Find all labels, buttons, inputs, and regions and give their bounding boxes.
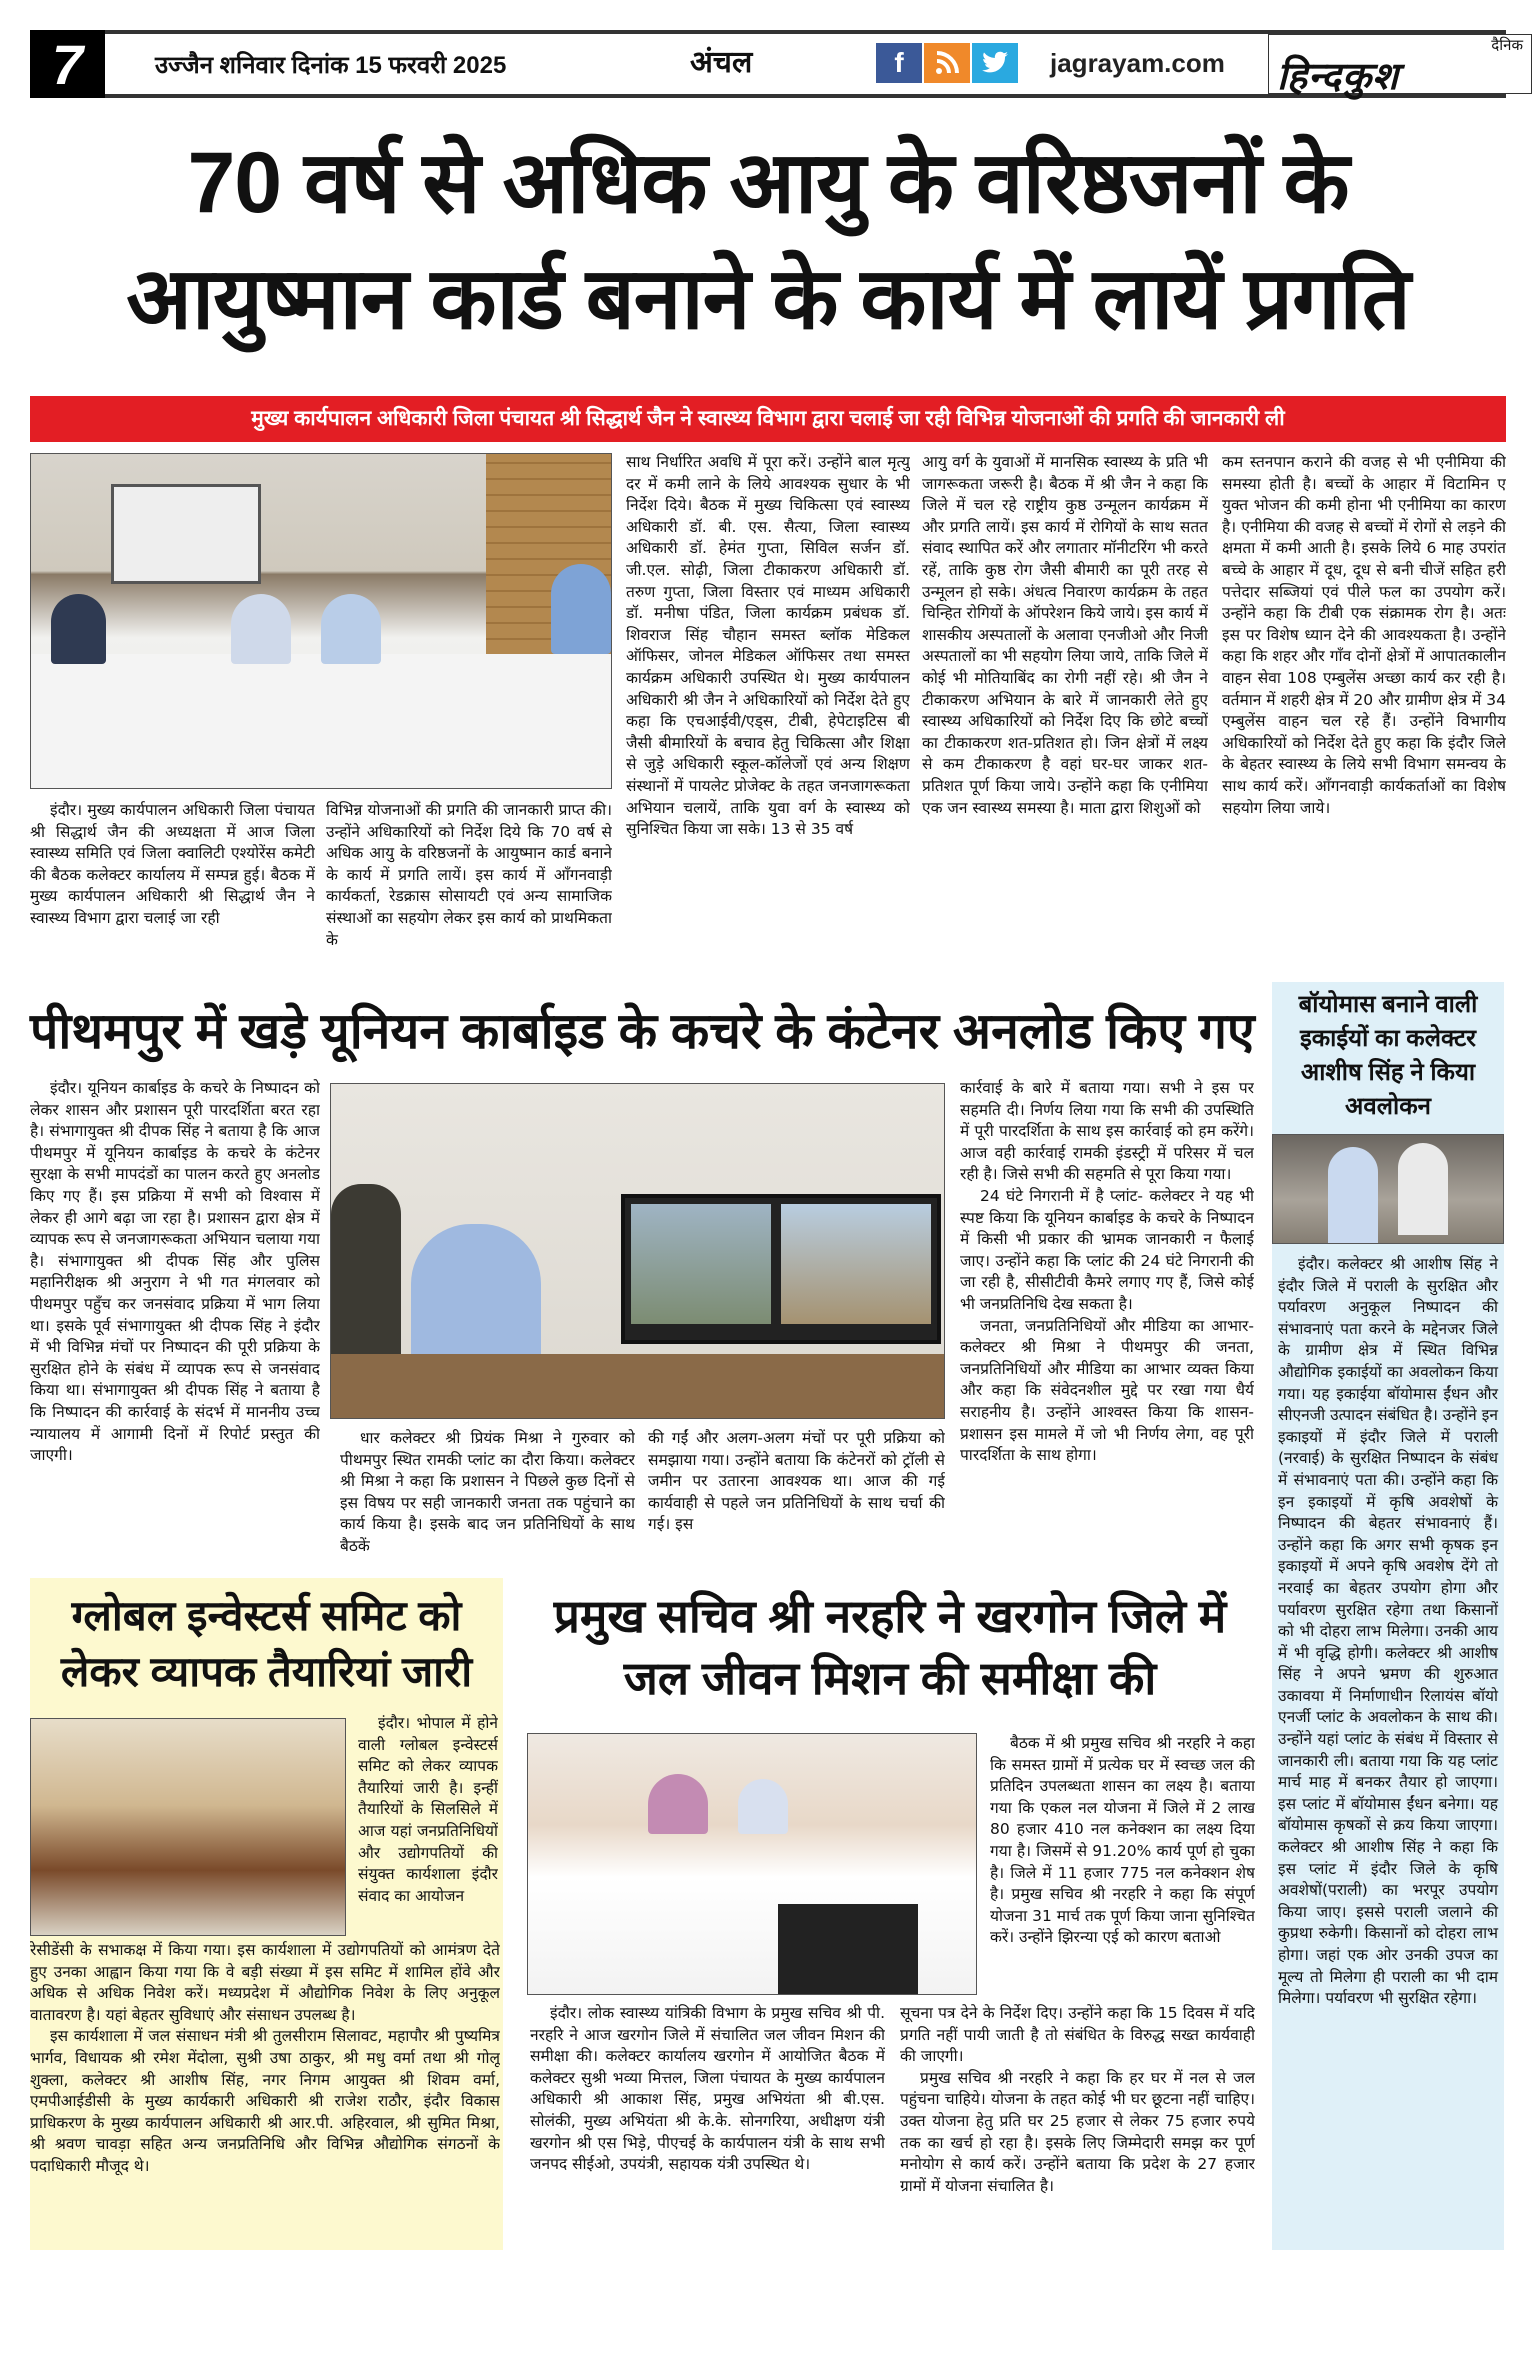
- global-summit-intro: इंदौर। भोपाल में होने वाली ग्लोबल इन्वेस्टर्स समिट को लेकर व्यापक तैयारियां जारी है। इन्हीं तैयारियों के सिलसिले में आज यहां जनप्रतिनिधियों और उद्योगपतियों की संयुक्त कार्यशाला इंदौर संवाद का आयोजन: [358, 1714, 498, 1905]
- lead-col-2: विभिन्न योजनाओं की प्रगति की जानकारी प्राप्त की। उन्होंने अधिकारियों को निर्देश दिये कि 70 वर्ष से अधिक आयु के वरिष्ठजनों के आयुष्मान कार्ड बनाने के कार्य में प्रगति लायें। इस कार्य में आँगनवाड़ी कार्यकर्ता, रेडक्रास सोसायटी एवं अन्य सामाजिक संस्थाओं का सहयोग लेकर इस कार्य को प्राथमिकता के: [326, 801, 612, 949]
- pithampur-col-3: की गईं और अलग-अलग मंचों पर पूरी प्रक्रिया को समझाया गया। उन्होंने बताया कि कंटेनरों को ट्रॉली से जमीन पर उतारना आवश्यक था। आज की गई कार्यवाही से पहले जन प्रतिनिधियों के साथ चर्चा की गई। इस: [648, 1429, 945, 1534]
- global-summit-body: रेसीडेंसी के सभाकक्ष में किया गया। इस कार्यशाला में उद्योगपतियों को आमंत्रण देते हुए उनका आह्वान किया गया कि वे बड़ी संख्या में इस समिट में शामिल होंवे और अधिक से अधिक निवेश करें। मध्यप्रदेश में औद्योगिक निवेश के लिए अनुकूल वातावरण है। यहां बेहतर सुविधाएं और संसाधन उपलब्ध है। इस कार्यशाला में जल संसाधन मंत्री श्री तुलसीराम सिलावट, महापौर श्री पुष्यमित्र भार्गव, विधायक श्री रमेश मेंदोला, सुश्री उषा ठाकुर, श्री मधु वर्मा तथा श्री गोलू शुक्ला, कलेक्टर श्री आशीष सिंह, नगर निगम आयुक्त श्री शिवम वर्मा, एमपीआईडीसी के मुख्य कार्यकारी अधिकारी श्री राजेश राठौर, इंदौर विकास प्राधिकरण के मुख्य कार्यपालन अधिकारी श्री आर.पी. अहिरवाल, श्री सुमित मिश्रा, श्री श्रवण चावड़ा सहित अन्य जनप्रतिनिधि और विभिन्न औद्योगिक संगठनों के पदाधिकारी मौजूद थे।: [30, 1941, 500, 2175]
- narhari-col-2: सूचना पत्र देने के निर्देश दिए। उन्होंने कहा कि 15 दिवस में यदि प्रगति नहीं पायी जाती है तो संबंधित के विरुद्ध सख्त कार्यवाही की जाएगी। प्रमुख सचिव श्री नरहरि ने कहा कि हर घर में नल से जल पहुंचना चाहिये। योजना के तहत कोई भी घर छूटना नहीं चाहिए। उक्त योजना हेतु प्रति घर 25 हजार से लेकर 75 हजार रुपये तक का खर्च हो रहा है। इसके लिए जिम्मेदारी समझ कर पूर्ण मनोयोग से कार्य करें। उन्होंने बताया कि प्रदेश के 27 हजार ग्रामों में योजना संचालित है।: [900, 2004, 1255, 2195]
- biomass-headline: बॉयोमास बनाने वाली इकाईयों का कलेक्टर आशीष सिंह ने किया अवलोकन: [1298, 991, 1478, 1120]
- photo-review-meeting: [527, 1733, 977, 1995]
- pithampur-headline: पीथमपुर में खड़े यूनियन कार्बाइड के कचरे के कंटेनर अनलोड किए गए: [30, 1003, 1255, 1059]
- logo-prefix: दैनिक: [1491, 36, 1523, 54]
- narhari-side-col: बैठक में श्री प्रमुख सचिव श्री नरहरि ने कहा कि समस्त ग्रामों में प्रत्येक घर में स्वच्छ जल की प्रतिदिन उपलब्धता शासन का लक्ष्य है। बताया गया कि एकल नल योजना में जिले में 2 लाख 80 हजार 410 नल कनेक्शन का लक्ष्य दिया गया है। जिसमें से 91.20% कार्य पूर्ण हो चुका है। जिले में 11 हजार 775 नल कनेक्शन शेष है। प्रमुख सचिव श्री नरहरि ने कहा कि संपूर्ण योजना 31 मार्च तक पूर्ण किया जाना सुनिश्चित करें। उन्होंने झिरन्या एई को कारण बताओ: [990, 1734, 1255, 1947]
- lead-col-4: आयु वर्ग के युवाओं में मानसिक स्वास्थ्य के प्रति भी जागरूकता जरूरी है। बैठक में श्री जैन ने कहा कि जिले में चल रहे राष्ट्रीय कुष्ठ उन्मूलन कार्यक्रम में और प्रगति लायें। इस कार्य में रोगियों के साथ सतत संवाद स्थापित करें और लगातार मॉनीटरिंग भी करते रहें, ताकि कुष्ठ रोग जैसी बीमारी का पूरी तरह से उन्मूलन हो सके। अंधत्व निवारण कार्यक्रम के तहत चिन्हित रोगियों के ऑपरेशन किये जाये। इस कार्य में शासकीय अस्पतालों के अलावा एनजीओ और निजी अस्पतालों का भी सहयोग लिया जाये, ताकि जिले में कोई भी मोतियाबिंद का रोगी नहीं रहे। श्री जैन ने टीकाकरण अभियान के बारे में जानकारी लेते हुए स्वास्थ्य अधिकारियों को निर्देश दिए कि छोटे बच्चों का टीकाकरण शत-प्रतिशत हो। जिन क्षेत्रों में लक्ष्य से कम टीकाकरण है वहां घर-घर जाकर शत-प्रतिशत पूर्ण किया जाये। उन्होंने कहा कि एनीमिया एक जन स्वास्थ्य समस्या है। माता द्वारा शिशुओं को: [922, 453, 1208, 817]
- facebook-icon[interactable]: f: [876, 43, 922, 83]
- dateline: उज्जैन शनिवार दिनांक 15 फरवरी 2025: [155, 52, 507, 79]
- main-headline: [20, 125, 1516, 357]
- rss-icon[interactable]: [924, 43, 970, 83]
- global-summit-box: [30, 1578, 503, 2250]
- newspaper-logo: [1268, 34, 1532, 98]
- photo-control-room: [330, 1083, 945, 1419]
- lead-col-5: कम स्तनपान कराने की वजह से भी एनीमिया की समस्या होती है। बच्चों के आहार में विटामिन ए युक्त भोजन की कमी होना भी एनीमिया का कारण है। एनीमिया की वजह से बच्चों में रोगों से लड़ने की क्षमता में कमी आती है। इसके लिये 6 माह उपरांत बच्चे के आहार में दूध, दूध से बनी चीजें सहित हरी पत्तेदार सब्जियां एवं पीले फल का उपयोग करें। उन्होंने कहा कि टीबी एक संक्रामक रोग है। अतः इस पर विशेष ध्यान देने की आवश्यकता है। उन्होंने कहा कि शहर और गाँव दोनों क्षेत्रों में आपातकालीन वाहन सेवा 108 एम्बुलेंस अच्छा कार्य कर रही है। वर्तमान में शहरी क्षेत्र में 20 और ग्रामीण क्षेत्र में 34 एम्बुलेंस वाहन चल रहे हैं। उन्होंने विभागीय अधिकारियों को निर्देश देते हुए कहा कि इंदौर जिले के बेहतर स्वास्थ्य के लिये सभी विभाग समन्वय के साथ कार्य करें। आँगनवाड़ी कार्यकर्ताओं का विशेष सहयोग लिया जाये।: [1222, 453, 1506, 817]
- headline-line-2: आयुष्मान कार्ड बनाने के कार्य में लायें प्रगति: [126, 251, 1410, 347]
- logo-name: हिन्दकुश: [1277, 56, 1399, 98]
- page-number: 7: [30, 30, 105, 98]
- biomass-sidebar: [1272, 982, 1504, 2250]
- social-links: [876, 43, 1018, 83]
- website-link[interactable]: jagrayam.com: [1050, 48, 1225, 78]
- pithampur-col-4: कार्रवाई के बारे में बताया गया। सभी ने इस पर सहमति दी। निर्णय लिया गया कि सभी की उपस्थिति में पूरी पारदर्शिता के साथ इस कार्रवाई को हम करेंगे। आज वही कार्रवाई रामकी इंडस्ट्री में परिसर में चल रही है। जिसे सभी की सहमति से पूरा किया गया। 24 घंटे निगरानी में है प्लांट- कलेक्टर ने यह भी स्पष्ट किया कि यूनियन कार्बाइड के कचरे के निष्पादन में किसी भी प्रकार की भ्रामक जानकारी न फैलाई जाए। उन्होंने कहा कि प्लांट की 24 घंटे निगरानी की जा रही है, सीसीटीवी कैमरे लगाए गए हैं, जिसे कोई भी जनप्रतिनिधि देख सकता है। जनता, जनप्रतिनिधियों और मीडिया का आभार- कलेक्टर श्री मिश्रा ने पीथमपुर की जनता, जनप्रतिनिधियों और मीडिया का आभार व्यक्त किया और कहा कि संवेदनशील मुद्दे पर रखा गया धैर्य सराहनीय है। उन्होंने आश्वस्त किया कि शासन-प्रशासन इस मामले में जो भी निर्णय लेगा, वह पूरी पारदर्शिता के साथ होगा।: [960, 1079, 1254, 1465]
- lead-col-3: साथ निर्धारित अवधि में पूरा करें। उन्होंने बाल मृत्यु दर में कमी लाने के लिये आवश्यक सुधार के भी निर्देश दिये। बैठक में मुख्य चिकित्सा एवं स्वास्थ्य अधिकारी डॉ. बी. एस. सैत्या, जिला स्वास्थ्य अधिकारी डॉ. हेमंत गुप्ता, सिविल सर्जन डॉ. जी.एल. सोढ़ी, जिला टीकाकरण अधिकारी डॉ. तरुण गुप्ता, जिला विस्तार एवं माध्यम अधिकारी डॉ. मनीषा पंडित, जिला कार्यक्रम प्रबंधक डॉ. शिवराज सिंह चौहान समस्त ब्लॉक मेडिकल ऑफिसर, जोनल मेडिकल ऑफिसर तथा समस्त कार्यक्रम अधिकारी उपस्थित थे। मुख्य कार्यपालन अधिकारी श्री जैन ने अधिकारियों को निर्देश देते हुए कहा कि एचआईवी/एड्स, टीबी, हेपेटाइटिस बी जैसी बीमारियों के बचाव हेतु चिकित्सा और शिक्षा से जुड़े अधिकारी स्कूल-कॉलेजों एवं अन्य शिक्षण संस्थानों में पायलेट प्रोजेक्ट के तहत जनजागरूकता अभियान चलायें, ताकि युवा वर्ग के स्वास्थ्य को सुनिश्चित किया जा सके। 13 से 35 वर्ष: [626, 453, 910, 839]
- narhari-col-1: इंदौर। लोक स्वास्थ्य यांत्रिकी विभाग के प्रमुख सचिव श्री पी. नरहरि ने आज खरगोन जिले में संचालित जल जीवन मिशन की समीक्षा की। कलेक्टर कार्यालय खरगोन में आयोजित बैठक में कलेक्टर सुश्री भव्या मित्तल, जिला पंचायत के मुख्य कार्यपालन अधिकारी श्री आकाश सिंह, प्रमुख अभियंता श्री बी.एस. सोलंकी, मुख्य अभियंता श्री के.के. सोनगरिया, अधीक्षण यंत्री खरगोन श्री एस भिड़े, पीएचई के कार्यपालन यंत्री के साथ सभी जनपद सीईओ, उपयंत्री, सहायक यंत्री उपस्थित थे।: [530, 2004, 885, 2174]
- biomass-body: इंदौर। कलेक्टर श्री आशीष सिंह ने इंदौर जिले में पराली के सुरक्षित और पर्यावरण अनुकूल निष्पादन की संभावनाएं पता करने के मद्देनजर जिले के ग्रामीण क्षेत्र में स्थित विभिन्न औद्योगिक इकाईयों का अवलोकन किया गया। यह इकाईया बॉयोमास ईंधन और सीएनजी उत्पादन संबंधित है। उन्होंने इन इकाइयों में इंदौर जिले में पराली (नरवाई) के सुरक्षित निष्पादन के संबंध में संभावनाएं पता की। उन्होंने कहा कि इन इकाइयों में कृषि अवशेषों के निष्पादन की बेहतर संभावनाएं हैं। उन्होंने कहा कि अगर सभी कृषक इन इकाइयों में अपने कृषि अवशेष देंगे तो नरवाई का बेहतर उपयोग होगा और पर्यावरण सुरक्षित रहेगा तथा किसानों को भी दोहरा लाभ मिलेगा। उनकी आय में भी वृद्धि होगी। कलेक्टर श्री आशीष सिंह ने अपने भ्रमण की शुरुआत उकावया में निर्माणाधीन रिलायंस बॉयो एनर्जी प्लांट के अवलोकन के साथ की। उन्होंने यहां प्लांट के संबंध में विस्तार से जानकारी ली। बताया गया कि यह प्लांट मार्च माह में बनकर तैयार हो जाएगा। इस प्लांट में बॉयोमास ईंधन बनेगा। यह बॉयोमास कृषकों से क्रय किया जाएगा। कलेक्टर श्री आशीष सिंह ने कहा कि इस प्लांट में इंदौर जिले के कृषि अवशेषों(पराली) का भरपूर उपयोग किया जाए। इससे पराली जलाने की कुप्रथा रुकेगी। किसानों को दोहरा लाभ होगा। जहां एक ओर उनकी उपज का मूल्य तो मिलेगा ही पराली का भी दाम मिलेगा। पर्यावरण भी सुरक्षित रहेगा।: [1278, 1255, 1498, 2008]
- pithampur-headline-box: [30, 990, 1255, 1072]
- photo-workshop: [30, 1718, 346, 1936]
- lead-col-1: इंदौर। मुख्य कार्यपालन अधिकारी जिला पंचायत श्री सिद्धार्थ जैन की अध्यक्षता में आज जिला स्वास्थ्य समिति एवं जिला क्वालिटी एश्योरेंस कमेटी की बैठक कलेक्टर कार्यालय में सम्पन्न हुई। बैठक में मुख्य कार्यपालन अधिकारी श्री सिद्धार्थ जैन ने स्वास्थ्य विभाग द्वारा चलाई जा रही: [30, 801, 315, 927]
- photo-biomass-plant: [1272, 1134, 1504, 1244]
- headline-line-1: 70 वर्ष से अधिक आयु के वरिष्ठजनों के: [187, 135, 1349, 231]
- pithampur-col-2: धार कलेक्टर श्री प्रियंक मिश्रा ने गुरुवार को पीथमपुर स्थित रामकी प्लांट का दौरा किया। कलेक्टर श्री मिश्रा ने कहा कि प्रशासन ने पिछले कुछ दिनों से इस विषय पर सही जानकारी जनता तक पहुंचाने का कार्य किया है। इसके बाद जन प्रतिनिधियों के साथ बैठकें: [340, 1429, 635, 1555]
- global-summit-headline: ग्लोबल इन्वेस्टर्स समिट को लेकर व्यापक तैयारियां जारी: [60, 1592, 473, 1695]
- pithampur-col-1: इंदौर। यूनियन कार्बाइड के कचरे के निष्पादन को लेकर शासन और प्रशासन पूरी पारदर्शिता बरत रहा है। संभागायुक्त श्री दीपक सिंह ने बताया है कि आज पीथमपुर में यूनियन कार्बाइड के कचरे के कंटेनर सुरक्षा के सभी मापदंडों का पालन करते हुए अनलोड किए गए हैं। इस प्रक्रिया में सभी को विश्वास में लेकर ही आगे बढ़ा जा रहा है। प्रशासन द्वारा क्षेत्र में व्यापक रूप से जनजागरूकता अभियान चलाया गया है। संभागायुक्त श्री दीपक सिंह और पुलिस महानिरीक्षक श्री अनुराग ने भी गत मंगलवार को पीथमपुर पहुँच कर जनसंवाद प्रक्रिया में भाग लिया था। इसके पूर्व संभागायुक्त श्री दीपक सिंह ने इंदौर में भी विभिन्न मंचों पर निष्पादन की पूरी प्रक्रिया के सुरक्षित होने के संबंध में व्यापक रूप से जनसंवाद किया था। संभागायुक्त श्री दीपक सिंह ने बताया है कि निष्पादन की कार्रवाई के संदर्भ में माननीय उच्च न्यायालय में आगामी दिनों में रिपोर्ट प्रस्तुत की जाएगी।: [30, 1079, 320, 1465]
- narhari-headline: प्रमुख सचिव श्री नरहरि ने खरगोन जिले में जल जीवन मिशन की समीक्षा की: [553, 1590, 1227, 1704]
- twitter-icon[interactable]: [972, 43, 1018, 83]
- section-title: अंचल: [690, 46, 753, 79]
- photo-meeting: [30, 453, 612, 789]
- headline-strap: मुख्य कार्यपालन अधिकारी जिला पंचायत श्री सिद्धार्थ जैन ने स्वास्थ्य विभाग द्वारा चलाई जा रही विभिन्न योजनाओं की प्रगति की जानकारी ली: [30, 396, 1506, 442]
